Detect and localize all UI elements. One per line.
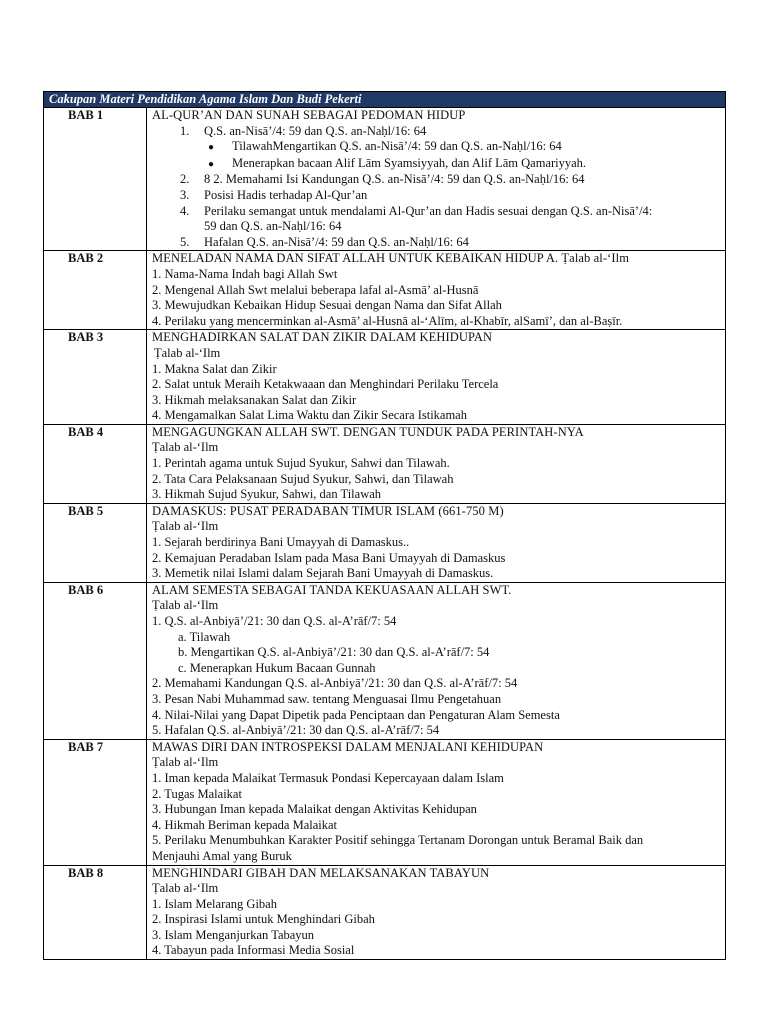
list-item: 4. Hikmah Beriman kepada Malaikat (152, 817, 338, 832)
bullet-item: ● Menerapkan bacaan Alif Lām Syamsiyyah, dan Alif Lām Qamariyyah. (152, 156, 721, 173)
table-row-bab-3 (44, 329, 725, 424)
list-item: 2. Salat untuk Meraih Ketakwaaan dan Menghindari Perilaku Tercela (152, 377, 499, 392)
talab-label: Ṭalab al-‘Ilm (152, 519, 219, 534)
list-item: 3. Hikmah melaksanakan Salat dan Zikir (152, 392, 357, 407)
bab-label: BAB 1 (44, 108, 147, 250)
bab-heading: DAMASKUS: PUSAT PERADABAN TIMUR ISLAM (661-750 M) (152, 503, 504, 518)
list-item: 3. Hikmah Sujud Syukur, Sahwi, dan Tilawah (152, 487, 382, 502)
list-item: 4. Nilai-Nilai yang Dapat Dipetik pada Penciptaan dan Pengaturan Alam Semesta (152, 707, 560, 722)
bab-content (147, 108, 725, 250)
list-item: 2. 8 2. Memahami Isi Kandungan Q.S. an-Nisā’/4: 59 dan Q.S. an-Naḥl/16: 64 (180, 172, 585, 187)
talab-label: Ṭalab al-‘Ilm (154, 345, 221, 360)
list-item: 5. Perilaku Menumbuhkan Karakter Positif sehingga Tertanam Dorongan untuk Beramal Baik dan (152, 833, 644, 848)
table-row-bab-1 (44, 108, 725, 250)
curriculum-table (43, 91, 726, 960)
bab-heading: MENGHADIRKAN SALAT DAN ZIKIR DALAM KEHIDUPAN (152, 330, 493, 345)
list-item: 3. Posisi Hadis terhadap Al-Qur’an (180, 187, 368, 202)
list-item: 4. Perilaku semangat untuk mendalami Al-Qur’an dan Hadis sesuai dengan Q.S. an-Nisā’/4: (180, 203, 653, 218)
bab-heading: MENGHINDARI GIBAH DAN MELAKSANAKAN TABAYUN (152, 865, 490, 880)
sub-list-item: b. Mengartikan Q.S. al-Anbiyā’/21: 30 dan Q.S. al-A’rāf/7: 54 (178, 645, 490, 660)
list-item: 1. Islam Melarang Gibah (152, 896, 277, 911)
list-item: 1. Perintah agama untuk Sujud Syukur, Sahwi dan Tilawah. (152, 456, 450, 471)
list-item: 2. Memahami Kandungan Q.S. al-Anbiyā’/21: 30 dan Q.S. al-A’rāf/7: 54 (152, 676, 518, 691)
bab-heading: MENELADAN NAMA DAN SIFAT ALLAH UNTUK KEBAIKAN HIDUP A. Ṭalab al-‘Ilm (152, 251, 630, 266)
bab-content (147, 330, 725, 424)
list-item-continuation: 59 dan Q.S. an-Naḥl/16: 64 (204, 219, 342, 234)
table-row-bab-2 (44, 250, 725, 329)
list-item: 5. Hafalan Q.S. al-Anbiyā’/21: 30 dan Q.S. al-A’rāf/7: 54 (152, 723, 440, 738)
list-item: 3. Hubungan Iman kepada Malaikat dengan Aktivitas Kehidupan (152, 802, 477, 817)
list-item-continuation: Menjauhi Amal yang Buruk (152, 848, 292, 863)
table-row-bab-4 (44, 424, 725, 503)
table-row-bab-6 (44, 582, 725, 739)
bab-content (147, 504, 725, 582)
list-item: 3. Mewujudkan Kebaikan Hidup Sesuai dengan Nama dan Sifat Allah (152, 298, 502, 313)
talab-label: Ṭalab al-‘Ilm (152, 755, 219, 770)
bab-heading: MENGAGUNGKAN ALLAH SWT. DENGAN TUNDUK PADA PERINTAH-NYA (152, 424, 584, 439)
bab-label: BAB 7 (44, 740, 147, 865)
list-item: 2. Tata Cara Pelaksanaan Sujud Syukur, Sahwi, dan Tilawah (152, 471, 454, 486)
list-item: 2. Inspirasi Islami untuk Menghindari Gibah (152, 912, 375, 927)
sub-list-item: c. Menerapkan Hukum Bacaan Gunnah (178, 660, 376, 675)
list-item: 4. Mengamalkan Salat Lima Waktu dan Zikir Secara Istikamah (152, 408, 467, 423)
list-item: 4. Perilaku yang mencerminkan al-Asmā’ al-Husnā al-‘Alīm, al-Khabīr, alSamī’, dan al-Baṣīr. (152, 313, 623, 328)
bab-content (147, 866, 725, 960)
bullet-icon: ● (208, 158, 215, 170)
table-title: Cakupan Materi Pendidikan Agama Islam Dan Budi Pekerti (44, 92, 725, 108)
list-item: 1. Q.S. an-Nisā’/4: 59 dan Q.S. an-Naḥl/16: 64 (180, 123, 427, 138)
table-row-bab-7 (44, 739, 725, 865)
bab-label: BAB 3 (44, 330, 147, 424)
bab-label: BAB 5 (44, 504, 147, 582)
sub-list-item: a. Tilawah (178, 629, 231, 644)
bullet-icon: ● (208, 142, 215, 154)
table-row-bab-5 (44, 503, 725, 582)
list-item: 1. Iman kepada Malaikat Termasuk Pondasi Kepercayaan dalam Islam (152, 770, 504, 785)
list-item: 5. Hafalan Q.S. an-Nisā’/4: 59 dan Q.S. an-Naḥl/16: 64 (180, 234, 469, 249)
talab-label: Ṭalab al-‘Ilm (152, 881, 219, 896)
list-item: 2. Tugas Malaikat (152, 786, 242, 801)
bab-label: BAB 6 (44, 583, 147, 739)
bab-label: BAB 8 (44, 866, 147, 960)
bab-label: BAB 2 (44, 251, 147, 329)
list-item: 1. Makna Salat dan Zikir (152, 361, 277, 376)
bab-content (147, 425, 725, 503)
list-item: 1. Q.S. al-Anbiyā’/21: 30 dan Q.S. al-A’rāf/7: 54 (152, 614, 397, 628)
bab-content (147, 740, 725, 865)
list-item: 2. Mengenal Allah Swt melalui beberapa lafal al-Asmā’ al-Husnā (152, 282, 479, 297)
bab-heading: MAWAS DIRI DAN INTROSPEKSI DALAM MENJALANI KEHIDUPAN (152, 739, 544, 754)
list-item: 3. Islam Menganjurkan Tabayun (152, 927, 315, 942)
talab-label: Ṭalab al-‘Ilm (152, 598, 219, 613)
list-item: 4. Tabayun pada Informasi Media Sosial (152, 943, 355, 958)
list-item: 1. Nama-Nama Indah bagi Allah Swt (152, 266, 338, 281)
list-item: 1. Sejarah berdirinya Bani Umayyah di Damaskus.. (152, 535, 410, 550)
list-item: 3. Pesan Nabi Muhammad saw. tentang Menguasai Ilmu Pengetahuan (152, 691, 502, 706)
talab-label: Ṭalab al-‘Ilm (152, 440, 219, 455)
bab-content (147, 583, 725, 739)
bab-content (147, 251, 725, 329)
bab-heading: AL-QUR’AN DAN SUNAH SEBAGAI PEDOMAN HIDUP (152, 108, 466, 122)
bullet-item: ● TilawahMengartikan Q.S. an-Nisā’/4: 59 dan Q.S. an-Naḥl/16: 64 (152, 139, 721, 156)
table-row-bab-8 (44, 865, 725, 960)
bab-heading: ALAM SEMESTA SEBAGAI TANDA KEKUASAAN ALLAH SWT. (152, 582, 512, 597)
list-item: 2. Kemajuan Peradaban Islam pada Masa Bani Umayyah di Damaskus (152, 550, 506, 565)
bab-label: BAB 4 (44, 425, 147, 503)
list-item: 3. Memetik nilai Islami dalam Sejarah Bani Umayyah di Damaskus. (152, 566, 494, 581)
